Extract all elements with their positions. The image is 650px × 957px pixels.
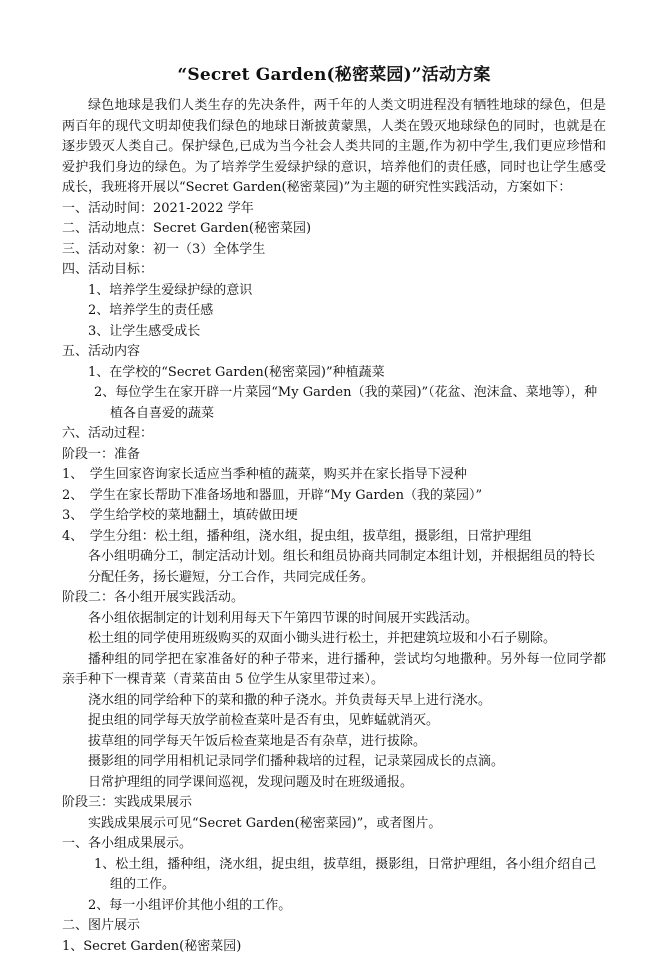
goal-item: 2、培养学生的责任感 bbox=[62, 301, 606, 322]
practice-paragraph: 摄影组的同学用相机记录同学们播种栽培的过程，记录菜园成长的点滴。 bbox=[62, 752, 606, 773]
content-item: 1、在学校的“Secret Garden(秘密菜园)”种植蔬菜 bbox=[62, 363, 606, 384]
practice-paragraph: 松土组的同学使用班级购买的双面小锄头进行松土，并把建筑垃圾和小石子剔除。 bbox=[62, 629, 606, 650]
content-item: 2、每位学生在家开辟一片菜园“My Garden（我的菜园)”（花盆、泡沫盒、菜地等），种植各自喜爱的蔬菜 bbox=[62, 383, 606, 424]
result-item: 2、每一小组评价其他小组的工作。 bbox=[62, 896, 606, 917]
prep-item-continuation: 各小组明确分工，制定活动计划。组长和组员协商共同制定本组计划，并根据组员的特长分配任务，扬长避短，分工合作，共同完成任务。 bbox=[62, 547, 606, 588]
goal-item: 1、培养学生爱绿护绿的意识 bbox=[62, 281, 606, 302]
picture-item: 1、Secret Garden(秘密菜园) bbox=[62, 937, 606, 957]
result-intro: 实践成果展示可见“Secret Garden(秘密菜园)”，或者图片。 bbox=[62, 814, 606, 835]
section-audience: 三、活动对象：初一（3）全体学生 bbox=[62, 240, 606, 261]
prep-item: 2、 学生在家长帮助下准备场地和器皿，开辟“My Garden（我的菜园）” bbox=[62, 486, 606, 507]
practice-paragraph: 捉虫组的同学每天放学前检查菜叶是否有虫，见蚱蜢就消灭。 bbox=[62, 711, 606, 732]
document-title: “Secret Garden(秘密菜园)”活动方案 bbox=[62, 62, 606, 88]
result-section-two: 二、图片展示 bbox=[62, 916, 606, 937]
section-content: 五、活动内容 bbox=[62, 342, 606, 363]
result-section-one: 一、各小组成果展示。 bbox=[62, 834, 606, 855]
prep-item: 4、 学生分组：松土组，播种组，浇水组，捉虫组，拔草组，摄影组，日常护理组 bbox=[62, 527, 606, 548]
practice-paragraph: 日常护理组的同学课间巡视，发现问题及时在班级通报。 bbox=[62, 773, 606, 794]
stage-three-heading: 阶段三：实践成果展示 bbox=[62, 793, 606, 814]
practice-paragraph: 拔草组的同学每天午饭后检查菜地是否有杂草，进行拔除。 bbox=[62, 732, 606, 753]
stage-one-heading: 阶段一：准备 bbox=[62, 445, 606, 466]
section-goals: 四、活动目标： bbox=[62, 260, 606, 281]
goal-item: 3、让学生感受成长 bbox=[62, 322, 606, 343]
result-item: 1、松土组，播种组，浇水组，捉虫组，拔草组，摄影组，日常护理组，各小组介绍自己组的工作。 bbox=[62, 855, 606, 896]
section-location: 二、活动地点：Secret Garden(秘密菜园) bbox=[62, 219, 606, 240]
section-time: 一、活动时间：2021-2022 学年 bbox=[62, 199, 606, 220]
practice-paragraph: 播种组的同学把在家准备好的种子带来，进行播种，尝试均匀地撒种。另外每一位同学都亲手种下一棵青菜（青菜苗由 5 位学生从家里带过来）。 bbox=[62, 650, 606, 691]
section-process: 六、活动过程： bbox=[62, 424, 606, 445]
practice-paragraph: 浇水组的同学给种下的菜和撒的种子浇水。并负责每天早上进行浇水。 bbox=[62, 691, 606, 712]
prep-item: 3、 学生给学校的菜地翻土，填砖做田埂 bbox=[62, 506, 606, 527]
stage-two-heading: 阶段二：各小组开展实践活动。 bbox=[62, 588, 606, 609]
practice-paragraph: 各小组依据制定的计划利用每天下午第四节课的时间展开实践活动。 bbox=[62, 609, 606, 630]
prep-item: 1、 学生回家咨询家长适应当季种植的蔬菜，购买并在家长指导下浸种 bbox=[62, 465, 606, 486]
intro-paragraph: 绿色地球是我们人类生存的先决条件，两千年的人类文明进程没有牺牲地球的绿色，但是两百年的现代文明却使我们绿色的地球日渐披黄蒙黑，人类在毁灭地球绿色的同时，也就是在逐步毁灭人类自己。保护绿色,已成为当今社会人类共同的主题,作为初中学生,我们更应珍惜和爱护我们身边的绿色。为了培养学生爱绿护绿的意识，培养他们的责任感，同时也让学生感受成长，我班将开展以“Secret Garden(秘密菜园)”为主题的研究性实践活动，方案如下： bbox=[62, 96, 606, 199]
